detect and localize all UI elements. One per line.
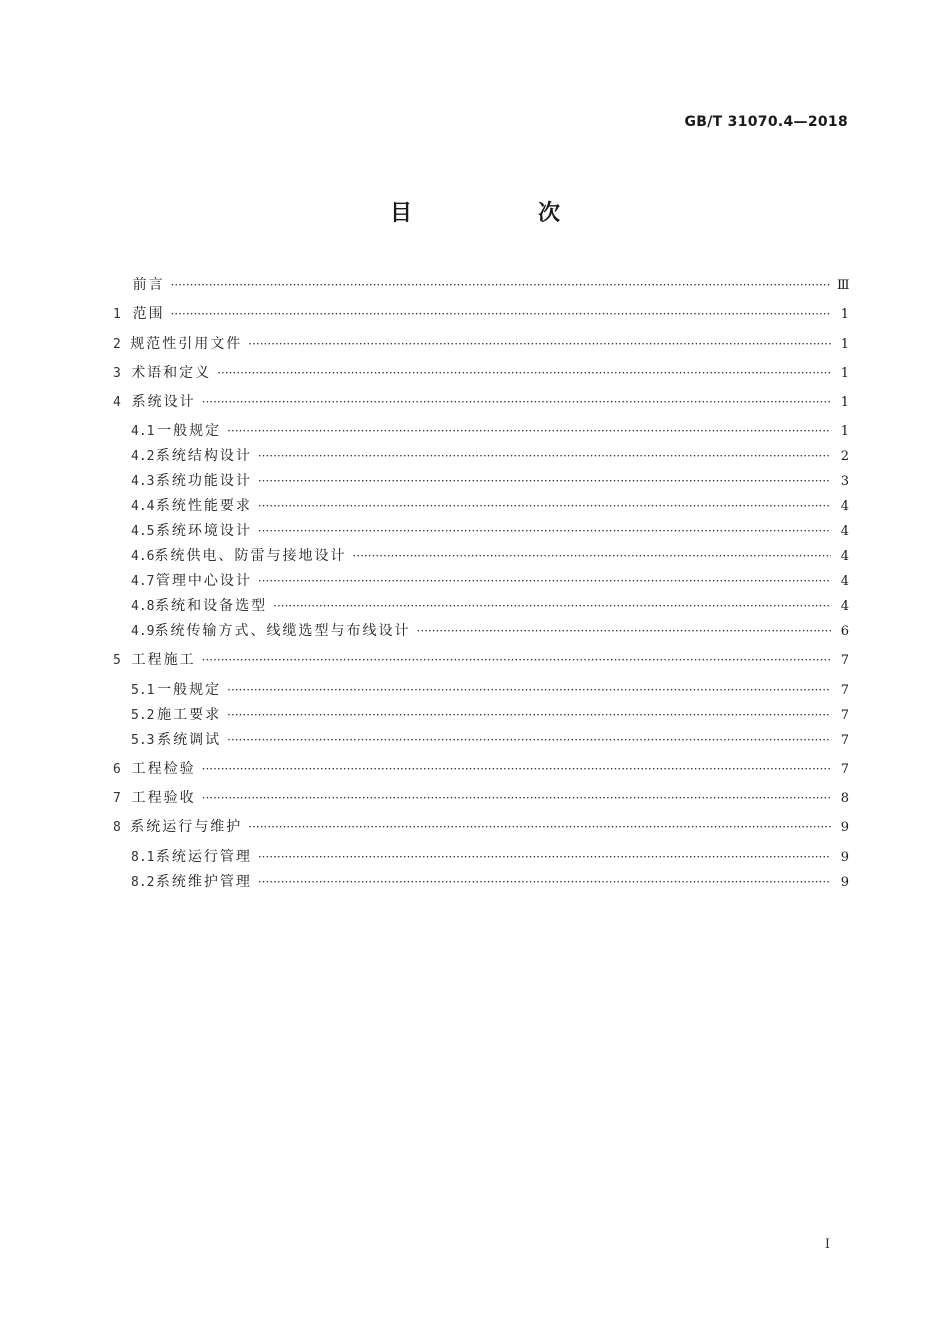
toc-entry-title: 系统和设备选型 [155, 598, 268, 615]
toc-entry-number: 5.1 [131, 682, 155, 698]
toc-entry-title: 工程检验 [131, 760, 196, 777]
toc-entry-title: 工程验收 [131, 790, 196, 807]
toc-entry[interactable] [113, 303, 849, 332]
toc-entry-number: 8.1 [131, 849, 155, 865]
toc-entry[interactable] [113, 729, 849, 754]
toc-entry-title: 系统功能设计 [155, 473, 252, 490]
toc-dot-leader [202, 391, 831, 413]
toc-entry-page: 9 [840, 874, 849, 890]
toc-dot-leader [273, 595, 831, 617]
toc-entry-number: 4.6 [131, 549, 155, 565]
toc-entry-title: 规范性引用文件 [130, 335, 243, 352]
toc-entry-number: 4.8 [131, 599, 155, 615]
toc-entry-number: 5 [113, 653, 121, 669]
toc-entry[interactable] [113, 495, 849, 520]
toc-entry-number: 4.5 [131, 524, 155, 540]
toc-entry-title: 系统维护管理 [155, 873, 252, 890]
toc-entry-page: 6 [840, 624, 849, 640]
toc-entry-title: 系统环境设计 [155, 523, 252, 540]
toc-entry-title: 系统性能要求 [155, 498, 252, 515]
toc-entry-number: 4 [113, 395, 121, 411]
toc-entry-page: 1 [840, 307, 849, 323]
toc-entry-title: 系统传输方式、线缆选型与布线设计 [154, 623, 411, 640]
toc-entry-page: 8 [840, 791, 849, 807]
toc-entry-number: 3 [113, 365, 121, 381]
toc-entry[interactable] [113, 871, 849, 896]
toc-entry[interactable] [113, 787, 849, 816]
toc-entry-title: 施工要求 [157, 706, 222, 723]
toc-entry-title: 术语和定义 [131, 364, 212, 381]
toc-dot-leader [171, 303, 831, 325]
toc-entry[interactable] [113, 391, 849, 420]
toc-entry[interactable] [113, 846, 849, 871]
toc-dot-leader [258, 871, 831, 893]
toc-dot-leader [416, 620, 831, 642]
toc-entry[interactable] [113, 520, 849, 545]
toc-dot-leader [258, 846, 831, 868]
standard-code: GB/T 31070.4—2018 [684, 114, 848, 130]
toc-entry-page: 9 [840, 849, 849, 865]
toc-entry[interactable] [113, 470, 849, 495]
toc-dot-leader [258, 520, 831, 542]
toc-entry-page: 1 [840, 336, 849, 352]
toc-entry-number: 4.4 [131, 499, 155, 515]
toc-dot-leader [248, 333, 831, 355]
toc-entry-title: 一般规定 [157, 681, 222, 698]
toc-entry[interactable] [113, 274, 849, 303]
toc-entry-number: 5.3 [131, 732, 155, 748]
toc-entry-page: 3 [840, 474, 849, 490]
toc-entry-number: 1 [113, 307, 121, 323]
toc-dot-leader [248, 816, 831, 838]
toc-entry-title: 系统设计 [131, 394, 196, 411]
toc-entry-number: 8 [113, 820, 121, 836]
toc-dot-leader [258, 470, 831, 492]
toc-entry[interactable] [113, 420, 849, 445]
toc-entry[interactable] [113, 333, 849, 362]
toc-entry-page: 1 [840, 395, 849, 411]
toc-entry-number: 8.2 [131, 874, 155, 890]
toc-entry-page: 7 [840, 682, 849, 698]
toc-dot-leader [202, 787, 831, 809]
toc-entry-page: 7 [840, 761, 849, 777]
toc-dot-leader [227, 420, 831, 442]
toc-entry[interactable] [113, 570, 849, 595]
toc-entry-number: 4.9 [131, 624, 155, 640]
toc-dot-leader [227, 704, 831, 726]
toc-dot-leader [258, 445, 831, 467]
page-number: I [824, 1237, 830, 1252]
toc-entry-number: 6 [113, 761, 121, 777]
toc-entry-title: 前言 [132, 277, 165, 293]
toc-entry-page: 4 [840, 574, 849, 590]
toc-entry-number: 5.2 [131, 707, 155, 723]
toc-entry-number: 2 [113, 336, 121, 352]
toc-entry-page: 4 [840, 524, 849, 540]
toc-entry-page: 1 [840, 365, 849, 381]
toc-entry-page: 7 [840, 707, 849, 723]
toc-entry-page: 7 [840, 653, 849, 669]
toc-entry-title: 一般规定 [157, 423, 222, 440]
toc-entry[interactable] [113, 649, 849, 678]
toc-entry-title: 范围 [132, 306, 165, 323]
toc-entry[interactable] [113, 595, 849, 620]
toc-entry-number: 4.7 [131, 574, 155, 590]
toc-dot-leader [258, 495, 831, 517]
toc-entry[interactable] [113, 445, 849, 470]
toc-entry-page: 1 [840, 424, 849, 440]
toc-entry-title: 系统结构设计 [155, 448, 252, 465]
toc-entry-number: 4.2 [131, 449, 155, 465]
toc-entry[interactable] [113, 620, 849, 645]
toc-dot-leader [227, 729, 831, 751]
toc-dot-leader [258, 570, 831, 592]
toc-entry-page: 7 [840, 732, 849, 748]
toc-entry-title: 系统运行与维护 [130, 819, 243, 836]
toc-entry-page: 2 [840, 449, 849, 465]
toc-entry[interactable] [113, 362, 849, 391]
toc-entry-title: 工程施工 [131, 652, 196, 669]
toc-entry[interactable] [113, 679, 849, 704]
toc-entry-page: 4 [840, 599, 849, 615]
toc-entry-page: 4 [840, 549, 849, 565]
toc-dot-leader [171, 274, 831, 296]
toc-entry-number: 4.1 [131, 424, 155, 440]
toc-entry[interactable] [113, 704, 849, 729]
toc-dot-leader [202, 758, 831, 780]
toc-entry-title: 系统调试 [157, 731, 222, 748]
toc-dot-leader [202, 649, 831, 671]
toc-entry[interactable] [113, 758, 849, 787]
toc-entry-page: Ⅲ [837, 278, 850, 293]
toc-entry-title: 系统运行管理 [155, 848, 252, 865]
toc-dot-leader [227, 679, 831, 701]
toc-entry-title: 系统供电、防雷与接地设计 [154, 548, 347, 565]
toc-entry-number: 4.3 [131, 474, 155, 490]
toc-entry-number: 7 [113, 791, 121, 807]
toc-entry-page: 4 [840, 499, 849, 515]
toc-dot-leader [352, 545, 831, 567]
toc-entry-page: 9 [840, 820, 849, 836]
page-title: 目 次 [389, 201, 612, 226]
toc-entry[interactable] [113, 816, 849, 845]
table-of-contents [113, 274, 849, 896]
toc-entry[interactable] [113, 545, 849, 570]
toc-entry-title: 管理中心设计 [155, 573, 252, 590]
toc-dot-leader [217, 362, 831, 384]
